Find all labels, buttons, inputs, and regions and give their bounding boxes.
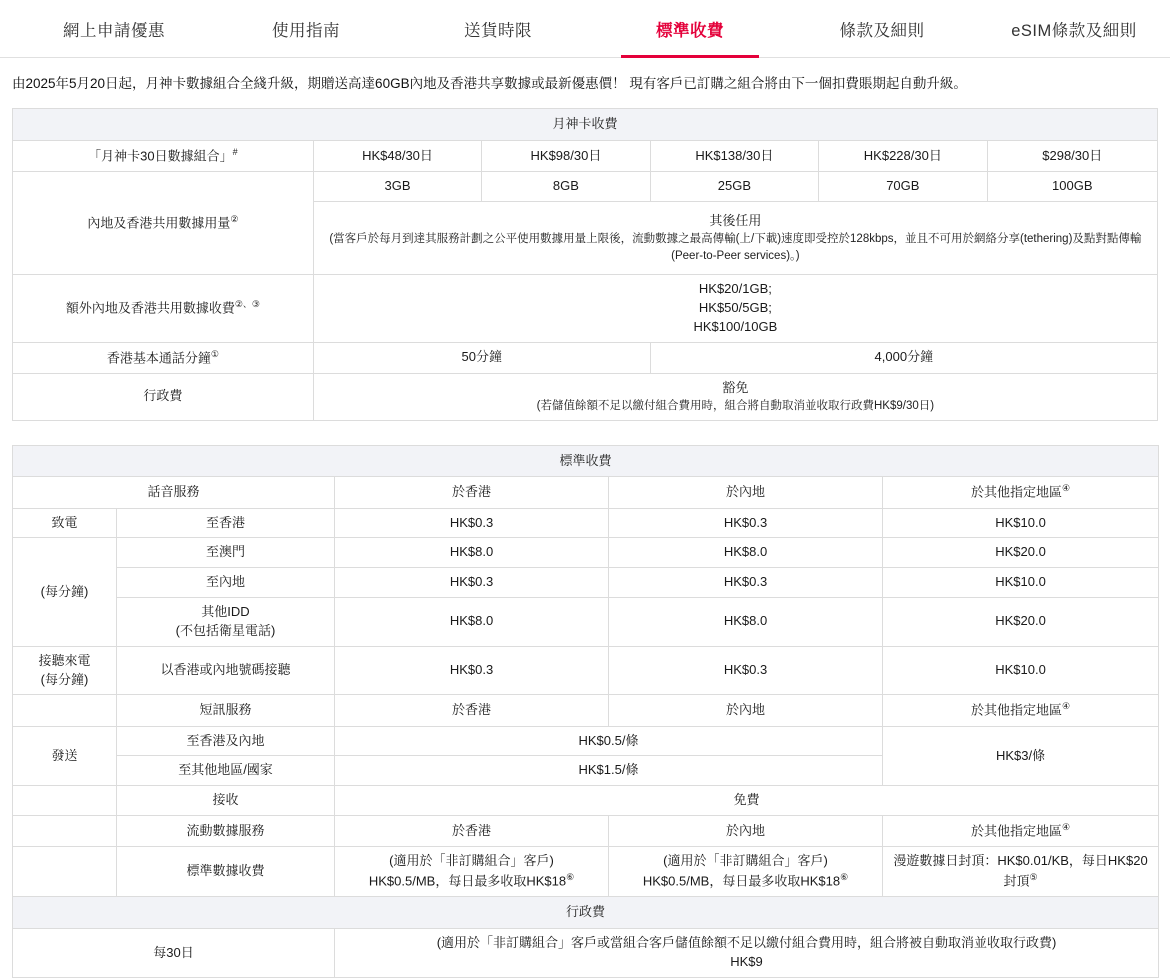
- sms-col-ml: 於內地: [609, 695, 883, 726]
- sms-rate: HK$0.5/條: [335, 726, 883, 756]
- plan-data-cell: 8GB: [482, 172, 650, 202]
- table-row: [13, 445, 1159, 477]
- voice-service-label: 話音服務: [13, 477, 335, 508]
- call-rate-ml: HK$8.0: [609, 538, 883, 568]
- call-rate-other: HK$10.0: [883, 508, 1159, 538]
- receive-value: 免費: [335, 786, 1159, 816]
- plan-data-cell: 70GB: [819, 172, 987, 202]
- send-label: 發送: [13, 726, 117, 786]
- data-fee-ml-value: [615, 871, 876, 891]
- idd-label-line2: (不包括衛星電話): [175, 622, 276, 638]
- admin-fee-value: 豁免: [722, 380, 749, 395]
- usage-detail-line2: (當客戶於每月到達其服務計劃之公平使用數據用量上限後，流動數據之最高傳輸(上/下載)速度即受控於128kbps，並且不可用於網絡分享(tethering)及點對點傳輸(Peer-to-Peer services)。): [329, 232, 1142, 262]
- voice-minutes-label: [13, 342, 314, 373]
- usage-row-label: [13, 172, 314, 275]
- table-row: [13, 929, 1159, 978]
- data-service-spacer-cell: [13, 816, 117, 847]
- data-col-other-text: 於其他指定地區: [970, 823, 1062, 839]
- plan-row-label-text: 「月神卡30日數據組合」: [88, 148, 233, 164]
- data-fee-ml-value-sup: ⑥: [840, 872, 849, 883]
- tab-standard-charges[interactable]: 標準收費: [594, 0, 786, 57]
- data-fee-other-sup: ⑤: [1029, 872, 1038, 883]
- call-rate-ml: HK$0.3: [609, 508, 883, 538]
- tab-user-guide[interactable]: 使用指南: [272, 21, 340, 40]
- table-row: [13, 598, 1159, 647]
- call-group-label: 致電: [13, 508, 117, 538]
- call-rate-hk: HK$8.0: [335, 538, 609, 568]
- col-header-other-sup: ④: [1061, 483, 1071, 494]
- extra-data-value: HK$50/5GB;: [698, 300, 772, 316]
- standard-band-title: 標準收費: [13, 445, 1159, 477]
- table-row: [13, 374, 1158, 421]
- table-row: [13, 109, 1158, 141]
- data-fee-other-cell: [883, 847, 1159, 897]
- plan-data-cell: 25GB: [650, 172, 818, 202]
- extra-data-values: [313, 275, 1157, 343]
- admin-fee-label: 行政費: [13, 374, 314, 421]
- voice-minutes-label-sup: ①: [210, 348, 219, 359]
- plan-data-cell: 100GB: [987, 172, 1157, 202]
- table-row: [13, 695, 1159, 726]
- table-row: [13, 342, 1158, 373]
- call-rate-other: HK$20.0: [883, 538, 1159, 568]
- usage-row-label-sup: ②: [230, 214, 239, 225]
- incoming-label-line2: (每分鐘): [40, 671, 89, 687]
- receive-spacer-cell: [13, 786, 117, 816]
- admin-detail-note: (適用於「非訂購組合」客戶或當組合客戶儲值餘額不足以繳付組合費用時，組合將被自動取消並收取行政費): [436, 935, 1057, 951]
- data-col-other: [883, 816, 1159, 847]
- call-rate-hk: HK$0.3: [335, 568, 609, 598]
- call-dest: 至香港: [117, 508, 335, 538]
- call-rate-hk: HK$0.3: [335, 508, 609, 538]
- extra-data-label-text: 額外內地及香港共用數據收費: [65, 300, 235, 316]
- plan-band-title: 月神卡收費: [13, 109, 1158, 141]
- tab-online-offer[interactable]: 網上申請優惠: [63, 21, 165, 40]
- admin-fee-note: (若儲值餘額不足以繳付組合費用時，組合將自動取消並收取行政費HK$9/30日): [536, 399, 935, 412]
- usage-detail-cell: [313, 202, 1157, 275]
- table-row: [13, 847, 1159, 897]
- col-header-mainland: 於內地: [609, 477, 883, 508]
- data-fee-hk-cell: [335, 847, 609, 897]
- table-row: [13, 538, 1159, 568]
- col-header-other: [883, 477, 1159, 508]
- sms-col-other-text: 於其他指定地區: [970, 702, 1062, 718]
- call-rate-other: HK$10.0: [883, 568, 1159, 598]
- tab-terms[interactable]: 條款及細則: [839, 21, 925, 40]
- plan-price-cell: $298/30日: [987, 141, 1157, 172]
- extra-data-label: [13, 275, 314, 343]
- col-header-hk: 於香港: [335, 477, 609, 508]
- sms-spacer-cell: [13, 695, 117, 726]
- plan-row-label: [13, 141, 314, 172]
- table-row: [13, 568, 1159, 598]
- table-row: [13, 646, 1159, 695]
- sms-col-hk: 於香港: [335, 695, 609, 726]
- data-col-ml: 於內地: [609, 816, 883, 847]
- data-fee-hk-value-sup: ⑥: [566, 872, 575, 883]
- usage-row-label-text: 內地及香港共用數據用量: [87, 215, 231, 231]
- table-row: [13, 897, 1159, 929]
- extra-data-value: HK$100/10GB: [693, 318, 778, 334]
- data-fee-hk-value-text: HK$0.5/MB，每日最多收取HK$18: [368, 873, 567, 889]
- table-row: [13, 172, 1158, 202]
- receive-label: 接收: [117, 786, 335, 816]
- table-row: [13, 477, 1159, 508]
- plan-row-label-sup: #: [232, 147, 238, 158]
- tab-delivery[interactable]: 送貨時限: [464, 21, 532, 40]
- data-col-hk: 於香港: [335, 816, 609, 847]
- sms-dest: 至香港及內地: [117, 726, 335, 756]
- admin-detail-value: HK$9: [730, 954, 763, 970]
- sms-dest: 至其他地區/國家: [117, 756, 335, 786]
- voice-minutes-left: 50分鐘: [313, 342, 650, 373]
- idd-rate-ml: HK$8.0: [609, 598, 883, 647]
- data-fee-label: 標準數據收費: [117, 847, 335, 897]
- admin-detail-cell: [335, 929, 1159, 978]
- incoming-rate-ml: HK$0.3: [609, 646, 883, 695]
- sms-col-other: [883, 695, 1159, 726]
- table-row: [13, 508, 1159, 538]
- usage-detail-line1: 其後任用: [709, 213, 762, 229]
- voice-minutes-label-text: 香港基本通話分鐘: [106, 350, 211, 366]
- sms-rate-other: HK$3/條: [883, 726, 1159, 786]
- plan-data-cell: 3GB: [313, 172, 481, 202]
- table-row: [13, 726, 1159, 756]
- idd-label-line1: 其他IDD: [201, 604, 250, 620]
- plan-price-cell: HK$98/30日: [482, 141, 650, 172]
- data-fee-ml-cell: [609, 847, 883, 897]
- sms-rate: HK$1.5/條: [335, 756, 883, 786]
- incoming-rate-hk: HK$0.3: [335, 646, 609, 695]
- table-row: [13, 816, 1159, 847]
- plan-price-cell: HK$48/30日: [313, 141, 481, 172]
- incoming-label-line1: 接聽來電: [38, 652, 91, 668]
- sms-service-label: 短訊服務: [117, 695, 335, 726]
- idd-label-cell: [117, 598, 335, 647]
- incoming-label-cell: [13, 646, 117, 695]
- admin-period-label: 每30日: [13, 929, 335, 978]
- data-fee-hk-note: (適用於「非訂購組合」客戶): [389, 853, 554, 869]
- plan-price-cell: HK$138/30日: [650, 141, 818, 172]
- call-dest: 至內地: [117, 568, 335, 598]
- sms-col-other-sup: ④: [1061, 701, 1071, 712]
- idd-rate-other: HK$20.0: [883, 598, 1159, 647]
- tab-bar: [0, 0, 1170, 58]
- incoming-rate-other: HK$10.0: [883, 646, 1159, 695]
- data-service-label: 流動數據服務: [117, 816, 335, 847]
- data-fee-ml-value-text: HK$0.5/MB，每日最多收取HK$18: [642, 873, 841, 889]
- call-rate-ml: HK$0.3: [609, 568, 883, 598]
- col-header-other-text: 於其他指定地區: [970, 484, 1062, 500]
- tab-esim-terms[interactable]: eSIM條款及細則: [1011, 21, 1137, 40]
- call-dest: 至澳門: [117, 538, 335, 568]
- call-group-sublabel: (每分鐘): [13, 538, 117, 646]
- incoming-desc: 以香港或內地號碼接聽: [117, 646, 335, 695]
- table-row: [13, 141, 1158, 172]
- data-fee-other-value: 漫遊數據日封頂：HK$0.01/KB，每日HK$20 封頂: [893, 853, 1148, 889]
- data-col-other-sup: ④: [1061, 822, 1071, 833]
- table-row: [13, 786, 1159, 816]
- admin-fee-value-cell: [313, 374, 1157, 421]
- voice-minutes-right: 4,000分鐘: [650, 342, 1157, 373]
- table-row: [13, 275, 1158, 343]
- plan-charges-table: [12, 108, 1158, 420]
- standard-charges-table: [12, 445, 1159, 978]
- plan-price-cell: HK$228/30日: [819, 141, 987, 172]
- data-fee-spacer-cell: [13, 847, 117, 897]
- intro-text: 由2025年5月20日起，月神卡數據組合全綫升級，期贈送高達60GB內地及香港共享數據或最新優惠價！ 現有客戶已訂購之組合將由下一個扣費賬期起自動升級。: [12, 76, 967, 91]
- table-spacer: [0, 421, 1170, 441]
- data-fee-hk-value: [341, 871, 602, 891]
- data-fee-ml-note: (適用於「非訂購組合」客戶): [663, 853, 828, 869]
- idd-rate-hk: HK$8.0: [335, 598, 609, 647]
- admin-band-title: 行政費: [13, 897, 1159, 929]
- extra-data-label-sup: ②、③: [234, 299, 260, 310]
- extra-data-value: HK$20/1GB;: [698, 281, 772, 297]
